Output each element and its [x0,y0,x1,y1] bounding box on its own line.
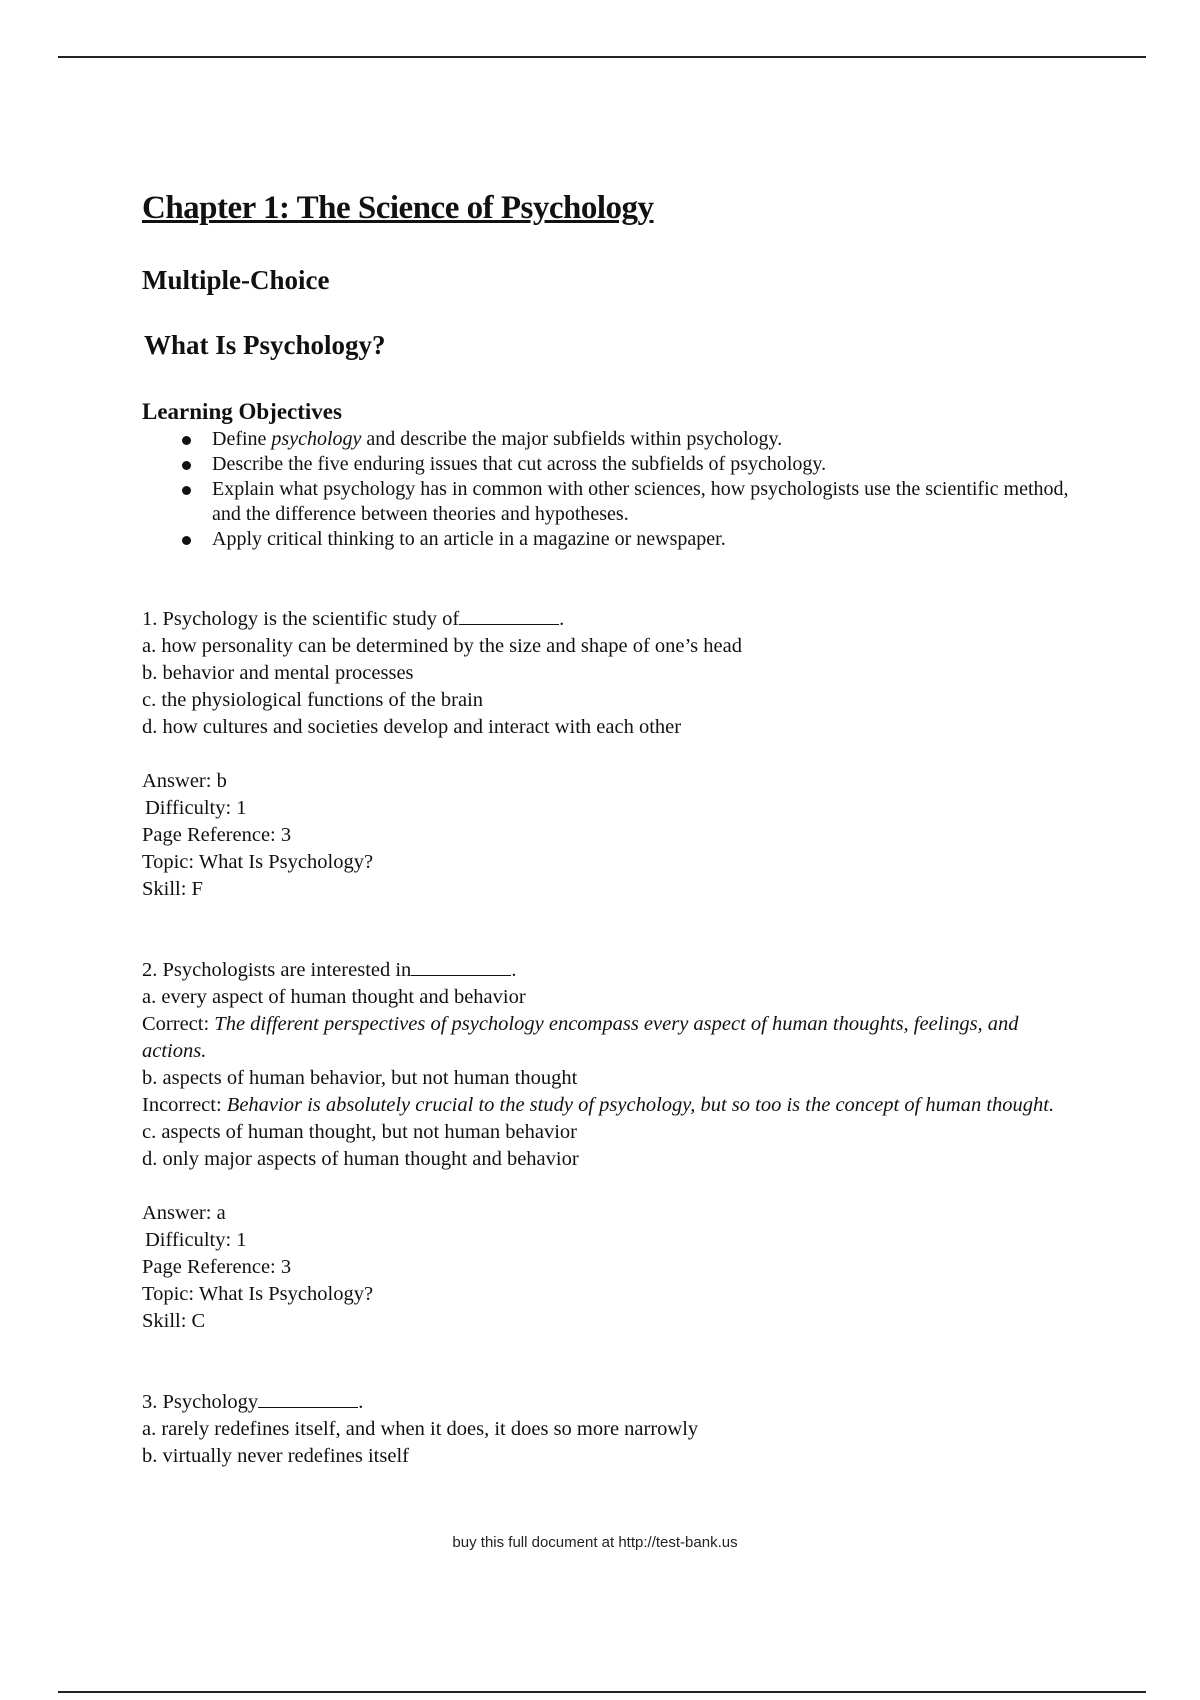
difficulty: Difficulty: 1 [145,1229,247,1251]
question-stem: 3. Psychology . [142,1391,364,1413]
chapter-title: Chapter 1: The Science of Psychology [142,190,654,226]
question-meta [142,1200,1082,1335]
option-feedback: Correct: The different perspectives of psychology encompass every aspect of human thoughts, feelings, and actions. [142,1013,1019,1062]
answer-option: a. how personality can be determined by the size and shape of one’s head [142,635,742,657]
answer-option: b. behavior and mental processes [142,662,414,684]
answer-blank [258,1389,358,1408]
answer-key: Answer: b [142,770,227,792]
skill: Skill: F [142,878,203,900]
difficulty: Difficulty: 1 [145,797,247,819]
page-reference: Page Reference: 3 [142,1256,292,1278]
page-reference: Page Reference: 3 [142,824,292,846]
answer-option: c. the physiological functions of the brain [142,689,484,711]
question-stem: 2. Psychologists are interested in . [142,959,517,981]
answer-option: a. every aspect of human thought and behavior [142,986,526,1008]
answer-option: d. how cultures and societies develop and interact with each other [142,716,682,738]
question-stem: 1. Psychology is the scientific study of . [142,608,565,630]
skill: Skill: C [142,1310,206,1332]
answer-option: b. virtually never redefines itself [142,1445,409,1467]
question-meta [142,768,1082,903]
answer-key: Answer: a [142,1202,226,1224]
question-1 [142,606,1082,903]
answer-option: a. rarely redefines itself, and when it does, it does so more narrowly [142,1418,699,1440]
answer-blank [411,957,511,976]
document-body [142,190,1082,1470]
learning-objective: Define psychology and describe the major subfields within psychology. [212,427,1082,452]
section-title: Multiple-Choice [142,265,330,295]
learning-objectives-list [142,427,1082,552]
question-2 [142,957,1082,1335]
learning-objective: Describe the five enduring issues that cut across the subfields of psychology. [212,452,1082,477]
footer-note: buy this full document at http://test-bank.us [452,1534,738,1551]
topic: Topic: What Is Psychology? [142,1283,374,1305]
learning-objectives-title: Learning Objectives [142,399,342,424]
bottom-rule [58,1691,1146,1693]
question-3 [142,1389,1082,1470]
learning-objective: Explain what psychology has in common with other sciences, how psychologists use the scientific method, and the difference between theories and hypotheses. [212,477,1082,527]
answer-option: d. only major aspects of human thought and behavior [142,1148,579,1170]
answer-option: c. aspects of human thought, but not human behavior [142,1121,577,1143]
answer-blank [459,606,559,625]
answer-option: b. aspects of human behavior, but not human thought [142,1067,578,1089]
top-rule [58,56,1146,58]
option-feedback: Incorrect: Behavior is absolutely crucial to the study of psychology, but so too is the concept of human thought. [142,1094,1055,1116]
topic-title: What Is Psychology? [144,330,386,360]
topic: Topic: What Is Psychology? [142,851,374,873]
learning-objective: Apply critical thinking to an article in a magazine or newspaper. [212,527,1082,552]
